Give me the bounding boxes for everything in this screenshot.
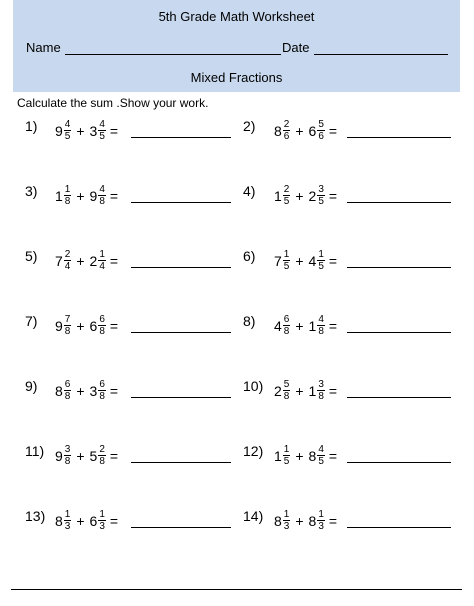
whole-part: 2	[89, 253, 98, 269]
fraction	[98, 250, 106, 272]
date-blank[interactable]	[314, 54, 448, 55]
equals-sign: =	[328, 448, 338, 464]
problem-number: 7)	[25, 313, 38, 329]
whole-part: 1	[274, 448, 282, 464]
mixed-number-a	[274, 380, 290, 402]
whole-part: 7	[274, 253, 282, 269]
numerator: 2	[64, 249, 71, 260]
plus-sign: +	[76, 448, 85, 464]
denominator: 8	[99, 196, 105, 207]
numerator: 4	[318, 314, 324, 325]
problem-expression	[55, 506, 118, 536]
problem-item	[243, 246, 473, 282]
denominator: 8	[99, 456, 105, 467]
problem-expression	[274, 116, 337, 146]
whole-part: 5	[89, 448, 98, 464]
problem-expression	[55, 246, 118, 276]
numerator: 4	[318, 444, 324, 455]
answer-blank[interactable]	[347, 397, 451, 398]
fraction	[64, 315, 72, 337]
denominator: 4	[99, 261, 105, 272]
problem-number: 8)	[243, 313, 256, 329]
mixed-number-a	[274, 185, 290, 207]
numerator: 2	[283, 184, 290, 195]
worksheet-header	[13, 0, 460, 92]
problem-number: 13)	[25, 508, 46, 524]
problem-number: 1)	[25, 118, 38, 134]
whole-part: 7	[55, 253, 63, 269]
numerator: 1	[318, 249, 324, 260]
problem-expression	[274, 181, 337, 211]
fraction	[98, 380, 106, 402]
mixed-number-a	[55, 120, 71, 142]
denominator: 8	[64, 326, 71, 337]
equals-sign: =	[109, 123, 119, 139]
numerator: 4	[99, 184, 105, 195]
plus-sign: +	[295, 123, 304, 139]
numerator: 4	[64, 119, 71, 130]
problem-expression	[274, 311, 337, 341]
fraction	[64, 445, 72, 467]
problem-number: 10)	[243, 378, 264, 394]
mixed-number-a	[55, 185, 71, 207]
numerator: 6	[283, 314, 290, 325]
answer-blank[interactable]	[347, 527, 451, 528]
fraction	[283, 380, 291, 402]
fraction	[283, 445, 291, 467]
numerator: 1	[64, 184, 71, 195]
mixed-number-b	[309, 445, 325, 467]
denominator: 6	[283, 131, 290, 142]
denominator: 8	[283, 326, 290, 337]
problem-number: 2)	[243, 118, 256, 134]
denominator: 5	[99, 131, 105, 142]
whole-part: 1	[274, 188, 282, 204]
fraction	[64, 510, 72, 532]
denominator: 8	[318, 326, 324, 337]
equals-sign: =	[109, 253, 119, 269]
numerator: 4	[99, 119, 105, 130]
equals-sign: =	[109, 513, 119, 529]
whole-part: 6	[89, 318, 98, 334]
answer-blank[interactable]	[347, 332, 451, 333]
numerator: 1	[283, 249, 290, 260]
mixed-number-b	[90, 510, 106, 532]
fraction	[64, 120, 72, 142]
problem-item	[243, 181, 473, 217]
problem-item	[243, 116, 473, 152]
numerator: 3	[318, 379, 324, 390]
plus-sign: +	[295, 448, 304, 464]
answer-blank[interactable]	[347, 137, 451, 138]
fraction	[283, 250, 291, 272]
numerator: 7	[64, 314, 71, 325]
denominator: 5	[318, 261, 324, 272]
whole-part: 1	[308, 383, 317, 399]
answer-blank[interactable]	[131, 202, 231, 203]
denominator: 5	[64, 131, 71, 142]
mixed-number-a	[274, 510, 290, 532]
denominator: 8	[318, 391, 324, 402]
denominator: 8	[64, 456, 71, 467]
denominator: 4	[64, 261, 71, 272]
whole-part: 9	[55, 318, 63, 334]
plus-sign: +	[295, 383, 304, 399]
answer-blank[interactable]	[347, 202, 451, 203]
whole-part: 9	[89, 188, 98, 204]
mixed-number-b	[309, 315, 325, 337]
mixed-number-a	[274, 250, 290, 272]
problem-number: 3)	[25, 183, 38, 199]
fraction	[283, 315, 291, 337]
whole-part: 4	[308, 253, 317, 269]
problem-item	[243, 506, 473, 542]
numerator: 1	[99, 509, 105, 520]
worksheet-subtitle: Mixed Fractions	[190, 70, 283, 85]
mixed-number-b	[90, 445, 106, 467]
denominator: 3	[283, 521, 290, 532]
numerator: 3	[64, 444, 71, 455]
whole-part: 8	[274, 123, 282, 139]
equals-sign: =	[328, 383, 338, 399]
denominator: 3	[318, 521, 324, 532]
mixed-number-b	[90, 380, 106, 402]
whole-part: 8	[274, 513, 282, 529]
plus-sign: +	[76, 188, 85, 204]
denominator: 8	[64, 196, 71, 207]
plus-sign: +	[76, 253, 85, 269]
plus-sign: +	[295, 513, 304, 529]
fraction	[317, 445, 325, 467]
plus-sign: +	[76, 383, 85, 399]
whole-part: 9	[55, 123, 63, 139]
plus-sign: +	[76, 123, 85, 139]
name-label: Name	[26, 40, 61, 55]
whole-part: 1	[308, 318, 317, 334]
whole-part: 2	[308, 188, 317, 204]
numerator: 1	[99, 249, 105, 260]
problem-expression	[274, 441, 337, 471]
mixed-number-a	[55, 250, 71, 272]
equals-sign: =	[328, 123, 338, 139]
mixed-number-b	[309, 185, 325, 207]
numerator: 6	[99, 314, 105, 325]
numerator: 5	[283, 379, 290, 390]
equals-sign: =	[109, 383, 119, 399]
fraction	[64, 185, 72, 207]
answer-blank[interactable]	[131, 527, 231, 528]
problem-item	[243, 376, 473, 412]
plus-sign: +	[295, 318, 304, 334]
denominator: 3	[64, 521, 71, 532]
denominator: 6	[318, 131, 324, 142]
mixed-number-b	[309, 380, 325, 402]
problem-number: 11)	[25, 443, 45, 459]
fraction	[317, 315, 325, 337]
whole-part: 3	[89, 123, 98, 139]
mixed-number-b	[90, 120, 106, 142]
mixed-number-a	[274, 315, 290, 337]
fraction	[317, 510, 325, 532]
mixed-number-b	[90, 185, 106, 207]
answer-blank[interactable]	[131, 332, 231, 333]
mixed-number-b	[90, 250, 106, 272]
answer-blank[interactable]	[131, 462, 231, 463]
whole-part: 8	[55, 383, 63, 399]
whole-part: 4	[274, 318, 282, 334]
mixed-number-a	[274, 445, 290, 467]
equals-sign: =	[109, 318, 119, 334]
denominator: 3	[99, 521, 105, 532]
whole-part: 6	[89, 513, 98, 529]
numerator: 1	[318, 509, 324, 520]
mixed-number-b	[309, 250, 325, 272]
denominator: 8	[64, 391, 71, 402]
plus-sign: +	[295, 188, 304, 204]
fraction	[283, 120, 291, 142]
problem-expression	[274, 376, 337, 406]
equals-sign: =	[328, 188, 338, 204]
fraction	[283, 510, 291, 532]
fraction	[317, 250, 325, 272]
equals-sign: =	[328, 253, 338, 269]
fraction	[98, 120, 106, 142]
problem-expression	[274, 246, 337, 276]
fraction	[98, 510, 106, 532]
name-blank[interactable]	[65, 54, 281, 55]
problem-item	[25, 311, 255, 347]
whole-part: 1	[55, 188, 63, 204]
answer-blank[interactable]	[131, 397, 231, 398]
fraction	[283, 185, 291, 207]
fraction	[64, 250, 72, 272]
mixed-number-a	[55, 380, 71, 402]
fraction	[98, 185, 106, 207]
problem-item	[25, 116, 255, 152]
fraction	[64, 380, 72, 402]
whole-part: 3	[89, 383, 98, 399]
numerator: 2	[283, 119, 290, 130]
whole-part: 6	[308, 123, 317, 139]
problem-number: 6)	[243, 248, 256, 264]
mixed-number-a	[55, 315, 71, 337]
mixed-number-a	[274, 120, 290, 142]
fraction	[98, 445, 106, 467]
denominator: 8	[99, 391, 105, 402]
problem-item	[25, 246, 255, 282]
problem-expression	[55, 441, 118, 471]
denominator: 5	[318, 456, 324, 467]
numerator: 5	[318, 119, 324, 130]
date-label: Date	[282, 40, 310, 55]
whole-part: 8	[308, 513, 317, 529]
equals-sign: =	[109, 188, 119, 204]
answer-blank[interactable]	[131, 137, 231, 138]
denominator: 5	[283, 196, 290, 207]
mixed-number-b	[90, 315, 106, 337]
problem-item	[25, 506, 255, 542]
equals-sign: =	[328, 513, 338, 529]
problem-expression	[55, 311, 118, 341]
problem-number: 12)	[243, 443, 264, 459]
problem-item	[25, 376, 255, 412]
plus-sign: +	[76, 318, 85, 334]
problem-expression	[274, 506, 337, 536]
problem-item	[243, 441, 473, 477]
numerator: 3	[318, 184, 324, 195]
plus-sign: +	[295, 253, 304, 269]
whole-part: 2	[274, 383, 282, 399]
answer-blank[interactable]	[131, 267, 231, 268]
numerator: 1	[64, 509, 71, 520]
mixed-number-b	[309, 120, 325, 142]
problem-expression	[55, 116, 118, 146]
denominator: 8	[99, 326, 105, 337]
denominator: 8	[283, 391, 290, 402]
numerator: 1	[283, 444, 290, 455]
mixed-number-b	[309, 510, 325, 532]
equals-sign: =	[109, 448, 119, 464]
mixed-number-a	[55, 445, 71, 467]
numerator: 1	[283, 509, 290, 520]
mixed-number-a	[55, 510, 71, 532]
fraction	[317, 120, 325, 142]
numerator: 2	[99, 444, 105, 455]
problem-item	[243, 311, 473, 347]
footer-divider	[11, 589, 462, 590]
fraction	[98, 315, 106, 337]
plus-sign: +	[76, 513, 85, 529]
denominator: 5	[283, 456, 290, 467]
whole-part: 9	[55, 448, 63, 464]
problem-number: 4)	[243, 183, 256, 199]
answer-blank[interactable]	[347, 462, 451, 463]
fraction	[317, 380, 325, 402]
equals-sign: =	[328, 318, 338, 334]
whole-part: 8	[308, 448, 317, 464]
fraction	[317, 185, 325, 207]
problem-item	[25, 441, 255, 477]
problem-number: 9)	[25, 378, 38, 394]
problem-expression	[55, 376, 118, 406]
numerator: 6	[99, 379, 105, 390]
whole-part: 8	[55, 513, 63, 529]
problem-number: 5)	[25, 248, 38, 264]
numerator: 6	[64, 379, 71, 390]
problem-number: 14)	[243, 508, 264, 524]
problem-expression	[55, 181, 118, 211]
worksheet-title: 5th Grade Math Worksheet	[158, 9, 315, 24]
denominator: 5	[318, 196, 324, 207]
answer-blank[interactable]	[347, 267, 451, 268]
problem-item	[25, 181, 255, 217]
denominator: 5	[283, 261, 290, 272]
instructions-text: Calculate the sum .Show your work.	[17, 96, 209, 110]
